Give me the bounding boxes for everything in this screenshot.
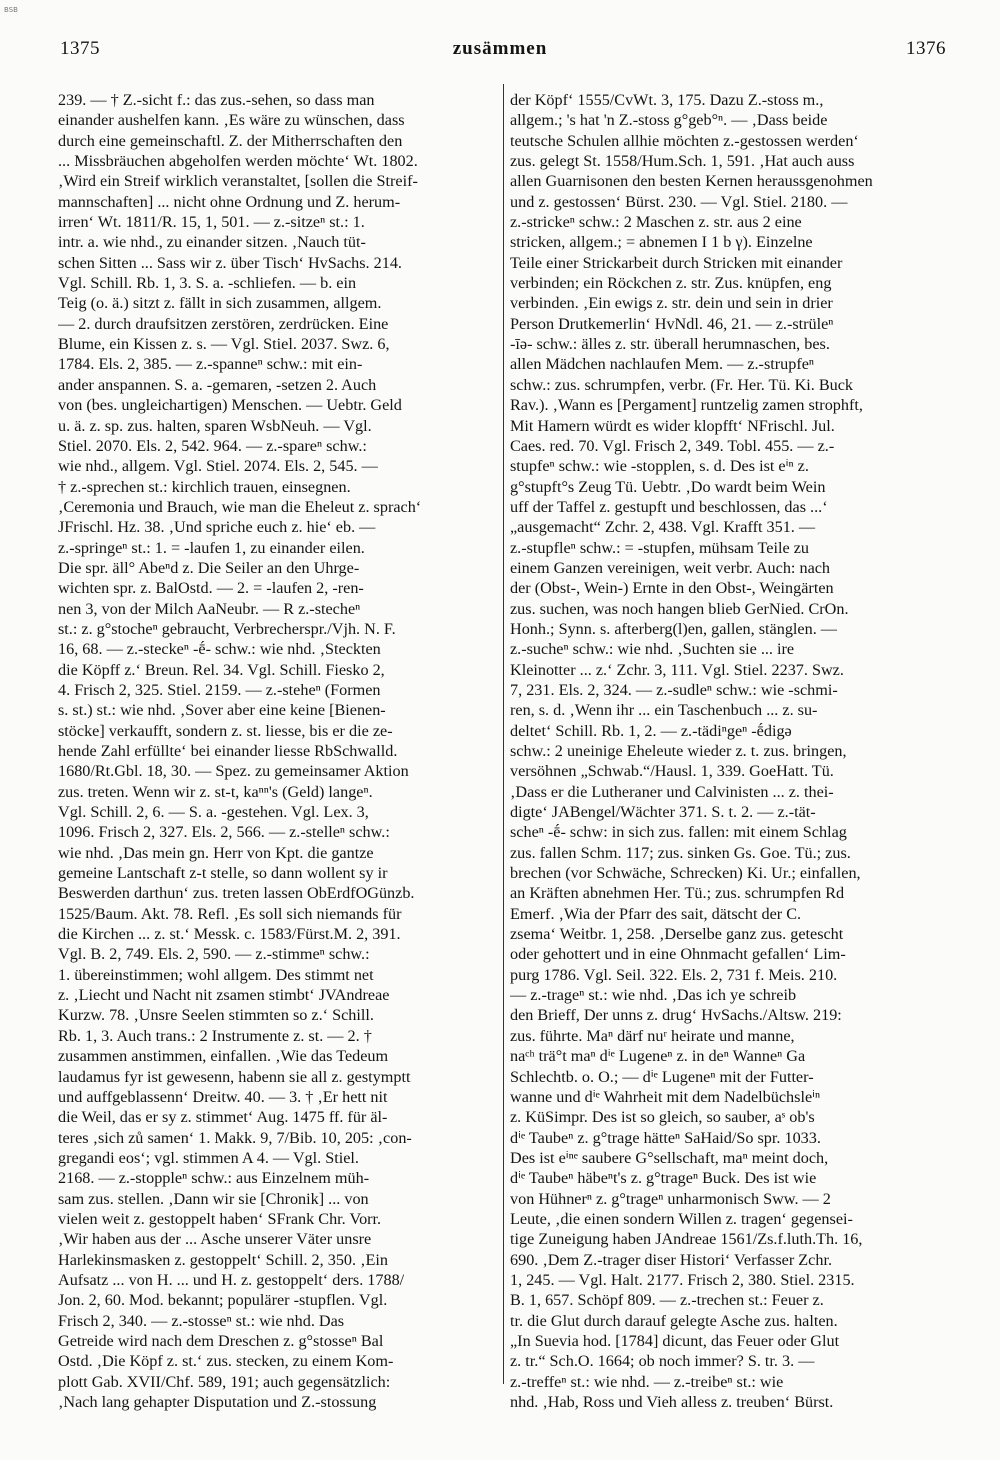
- text-line: allgem.; 's hat 'n Z.-stoss g°geb°ⁿ. — ‚Dass beide: [510, 111, 828, 130]
- text-line: und z. gestossen‘ Bürst. 230. — Vgl. Stiel. 2180. —: [510, 192, 848, 211]
- text-line: Harlekinsmasken z. gestoppelt‘ Schill. 2, 350. ‚Ein: [58, 1250, 388, 1269]
- text-line: 1525/Baum. Akt. 78. Refl. ‚Es soll sich niemands für: [58, 904, 402, 923]
- text-line: von Hühnerⁿ z. g°trageⁿ unharmonisch Sww. — 2: [510, 1189, 831, 1208]
- text-line: die Kirchen ... z. st.‘ Messk. c. 1583/Fürst.M. 2, 391.: [58, 925, 401, 944]
- right-column: [510, 90, 950, 1450]
- text-line: einem Ganzen vereinigen, weit verbr. Auch: nach: [510, 558, 831, 577]
- text-line: Teig (o. ä.) sitzt z. fällt in sich zusammen, allgem.: [58, 294, 382, 313]
- text-line: Schlechtb. o. O.; — dⁱᵉ Lugeneⁿ mit der Futter-: [510, 1067, 814, 1086]
- text-line: Rav.). ‚Wann es [Pergament] runtzelig zamen strophft,: [510, 396, 863, 415]
- text-line: nhd. ‚Hab, Ross und Vieh alless z. treuben‘ Bürst.: [510, 1393, 834, 1411]
- text-line: sam zus. stellen. ‚Dann wir sie [Chronik] ... von: [58, 1189, 369, 1208]
- text-line: — z.-trageⁿ st.: wie nhd. ‚Das ich ye schreib: [510, 986, 797, 1005]
- text-line: z.-stupfleⁿ schw.: = -stupfen, mühsam Teile zu: [510, 538, 810, 557]
- text-line: stupfeⁿ schw.: wie -stopplen, s. d. Des ist eⁱⁿ z.: [510, 457, 809, 476]
- column-divider: [503, 84, 504, 1384]
- library-stamp: BSB: [4, 6, 18, 14]
- page-header: [0, 0, 1000, 80]
- text-line: wichten spr. z. BalOstd. — 2. = -laufen 2, -ren-: [58, 579, 364, 598]
- text-line: purg 1786. Vgl. Seil. 322. Els. 2, 731 f. Meis. 210.: [510, 965, 838, 984]
- text-line: Kleinotter ... z.‘ Zchr. 3, 111. Vgl. Stiel. 2237. Swz.: [510, 660, 844, 679]
- text-line: der (Obst-, Wein-) Ernte in den Obst-, Weingärten: [510, 579, 834, 598]
- text-line: 1096. Frisch 2, 327. Els. 2, 566. — z.-stelleⁿ schw.:: [58, 823, 390, 842]
- text-line: † z.-sprechen st.: kirchlich trauen, einsegnen.: [58, 477, 351, 496]
- text-line: und auffgeblassenn‘ Dreitw. 40. — 3. † ‚Er hett nit: [58, 1087, 388, 1106]
- text-line: ‚Wir haben aus der ... Asche unserer Väter unsre: [58, 1230, 372, 1249]
- text-line: ‚Ceremonia und Brauch, wie man die Eheleut z. sprach‘: [58, 497, 422, 516]
- text-line: naᶜʰ trä°t maⁿ dⁱᵉ Lugeneⁿ z. in deⁿ Wanneⁿ Ga: [510, 1047, 806, 1066]
- text-line: dⁱᵉ Taubeⁿ z. g°trage hätteⁿ SaHaid/So spr. 1033.: [510, 1128, 821, 1147]
- text-line: z.-strickeⁿ schw.: 2 Maschen z. str. aus 2 eine: [510, 213, 802, 232]
- text-line: 1680/Rt.Gbl. 18, 30. — Spez. zu gemeinsamer Aktion: [58, 762, 409, 781]
- text-line: wanne und dⁱᵉ Wahrheit mit dem Nadelbüchsleⁱⁿ: [510, 1087, 821, 1106]
- text-line: 1. übereinstimmen; wohl allgem. Des stimmt net: [58, 965, 374, 984]
- text-line: deltet‘ Schill. Rb. 1, 2. — z.-tädiⁿgeⁿ -ḗdigə: [510, 721, 792, 740]
- text-line: einander aushelfen kann. ‚Es wäre zu wünschen, dass: [58, 111, 405, 130]
- text-line: „In Suevia hod. [1784] dicunt, das Feuer oder Glut: [510, 1331, 840, 1350]
- text-line: nen 3, von der Milch AaNeubr. — R z.-stecheⁿ: [58, 599, 361, 618]
- text-line: hende Zahl erfüllte‘ bei einander liesse RbSchwalld.: [58, 742, 398, 760]
- text-line: schw.: zus. schrumpfen, verbr. (Fr. Her. Tü. Ki. Buck: [510, 375, 854, 394]
- text-line: z. tr.“ Sch.O. 1664; ob noch immer? S. tr. 3. —: [510, 1352, 815, 1371]
- text-line: oder gehottert und in eine Ohnmacht gefallen‘ Lim-: [510, 945, 846, 964]
- text-line: 7, 231. Els. 2, 324. — z.-sudleⁿ schw.: wie -schmi-: [510, 680, 838, 699]
- text-line: 4. Frisch 2, 325. Stiel. 2159. — z.-steheⁿ (Formen: [58, 680, 381, 699]
- text-line: Ostd. ‚Die Köpf z. st.‘ zus. stecken, zu einem Kom-: [58, 1352, 394, 1371]
- text-line: 1, 245. — Vgl. Halt. 2177. Frisch 2, 380. Stiel. 2315.: [510, 1270, 855, 1289]
- text-line: durch eine gemeinschaftl. Z. der Mitherrschaften den: [58, 131, 403, 150]
- text-line: dⁱᵉ Taubeⁿ häbeⁿt's z. g°trageⁿ Buck. Des ist wie: [510, 1169, 817, 1188]
- text-line: Mit Hamern würdt es wider klopfft‘ NFrischl. Jul.: [510, 416, 835, 435]
- text-line: Teile einer Strickarbeit durch Stricken mit einander: [510, 253, 843, 272]
- text-line: z.-sucheⁿ schw.: wie nhd. ‚Suchten sie ... ire: [510, 640, 795, 659]
- text-line: z.-springeⁿ st.: 1. = -laufen 1, zu einander eilen.: [58, 538, 365, 557]
- text-line: ‚Dass er die Lutheraner und Calvinisten ... z. thei-: [510, 782, 834, 801]
- text-line: an Kräften abnehmen Her. Tü.; zus. schrumpfen Rd: [510, 884, 845, 903]
- text-line: Beswerden darthun‘ zus. treten lassen ObErdfOGünzb.: [58, 884, 415, 903]
- text-line: -īə- schw.: älles z. str. überall herumnaschen, bes.: [510, 335, 830, 354]
- text-line: intr. a. wie nhd., zu einander sitzen. ‚Nauch tüt-: [58, 233, 366, 252]
- text-line: s. st.) st.: wie nhd. ‚Sover aber eine keine [Bienen-: [58, 701, 386, 720]
- text-line: — 2. durch draufsitzen zerstören, zerdrücken. Eine: [58, 314, 389, 333]
- text-line: wie nhd., allgem. Vgl. Stiel. 2074. Els. 2, 545. —: [58, 457, 378, 476]
- text-line: von (bes. ungleichartigen) Menschen. — Uebtr. Geld: [58, 396, 402, 415]
- text-line: ‚Wird ein Streif wirklich veranstaltet, [sollen die Streif-: [58, 172, 418, 191]
- left-column: [58, 90, 498, 1450]
- text-line: die Köpff z.‘ Breun. Rel. 34. Vgl. Schill. Fiesko 2,: [58, 660, 385, 679]
- text-line: 2168. — z.-stoppleⁿ schw.: aus Einzelnem müh-: [58, 1169, 370, 1188]
- text-line: Honh.; Synn. s. afterberg(l)en, gallen, stänglen. —: [510, 619, 837, 638]
- text-line: ander anspannen. S. a. -gemaren, -setzen 2. Auch: [58, 375, 377, 394]
- text-line: schw.: 2 uneinige Eheleute wieder z. t. zus. bringen,: [510, 742, 847, 760]
- text-line: Des ist eⁱⁿᵉ saubere G°sellschaft, maⁿ meint doch,: [510, 1148, 829, 1167]
- text-line: verbinden. ‚Ein ewigs z. str. dein und sein in drier: [510, 294, 833, 313]
- text-line: g°stupft°s Zeug Tü. Uebtr. ‚Do wardt beim Wein: [510, 477, 826, 496]
- text-line: scheⁿ -ḗ- schw: in sich zus. fallen: mit einem Schlag: [510, 823, 847, 842]
- text-line: Frisch 2, 340. — z.-stosseⁿ st.: wie nhd. Das: [58, 1311, 345, 1330]
- text-line: Rb. 1, 3. Auch trans.: 2 Instrumente z. st. — 2. †: [58, 1026, 372, 1045]
- page-number-left: 1375: [60, 38, 100, 59]
- running-head: zusämmen: [452, 38, 548, 59]
- text-line: ren, s. d. ‚Wenn ihr ... ein Taschenbuch ... z. su-: [510, 701, 818, 720]
- text-line: den Brieff, Der unns z. drug‘ HvSachs./Altsw. 219:: [510, 1006, 842, 1025]
- text-line: JFrischl. Hz. 38. ‚Und spriche euch z. hie‘ eb. —: [58, 518, 376, 537]
- text-line: Getreide wird nach dem Dreschen z. g°stosseⁿ Bal: [58, 1331, 384, 1350]
- text-line: 1784. Els. 2, 385. — z.-spanneⁿ schw.: mit ein-: [58, 355, 363, 374]
- text-line: Caes. red. 70. Vgl. Frisch 2, 349. Tobl. 455. — z.-: [510, 436, 835, 455]
- text-line: 690. ‚Dem Z.-trager diser Histori‘ Verfasser Zchr.: [510, 1250, 832, 1269]
- text-line: wie nhd. ‚Das mein gn. Herr von Kpt. die gantze: [58, 843, 374, 862]
- text-line: stöcke] verkaufft, sondern z. st. liesse, bis er die ze-: [58, 721, 393, 740]
- text-line: Leute, ‚die einen sondern Willen z. tragen‘ gegensei-: [510, 1209, 853, 1228]
- text-line: Vgl. Schill. 2, 6. — S. a. -gestehen. Vgl. Lex. 3,: [58, 803, 369, 822]
- text-line: Aufsatz ... von H. ... und H. z. gestoppelt‘ ders. 1788/: [58, 1270, 405, 1289]
- text-line: z.-treffeⁿ st.: wie nhd. — z.-treibeⁿ st.: wie: [510, 1372, 784, 1391]
- text-line: uff der Taffel z. gestupft und beschlossen, das ...‘: [510, 497, 828, 516]
- text-line: die Weil, das er sy z. stimmet‘ Aug. 1475 ff. für äl-: [58, 1108, 388, 1127]
- text-line: schen Sitten ... Sass wir z. über Tisch‘ HvSachs. 214.: [58, 253, 402, 272]
- text-line: z. KüSimpr. Des ist so gleich, so sauber, aˢ ob's: [510, 1108, 815, 1127]
- text-line: allen Mädchen nachlaufen Mem. — z.-strupfeⁿ: [510, 355, 814, 374]
- text-line: laudamus fyr ist gewesenn, habenn sie all z. gestymptt: [58, 1067, 411, 1086]
- text-line: „ausgemacht“ Zchr. 2, 438. Vgl. Krafft 351. —: [510, 518, 816, 537]
- text-line: B. 1, 657. Schöpf 809. — z.-trechen st.: Feuer z.: [510, 1291, 824, 1310]
- text-line: ‚Nach lang gehapter Disputation und Z.-stossung: [58, 1393, 377, 1411]
- text-line: 239. — † Z.-sicht f.: das zus.-sehen, so dass man: [58, 91, 375, 109]
- text-line: vielen weit z. gestoppelt haben‘ SFrank Chr. Vorr.: [58, 1209, 382, 1228]
- text-line: zus. suchen, was noch hangen blieb GerNied. CrOn.: [510, 599, 849, 618]
- text-line: u. ä. z. sp. zus. halten, sparen WsbNeuh. — Vgl.: [58, 416, 372, 435]
- text-line: teutsche Schulen allhie möchten z.-gestossen werden‘: [510, 131, 859, 150]
- text-line: gemeine Lantschaft z-t stelle, so dann wollent sy ir: [58, 864, 388, 883]
- text-line: verbinden; ein Röckchen z. str. Zus. knüpfen, eng: [510, 274, 832, 293]
- text-line: ... Missbräuchen abgeholfen werden möchte‘ Wt. 1802.: [58, 152, 418, 171]
- text-line: Stiel. 2070. Els. 2, 542. 964. — z.-spareⁿ schw.:: [58, 436, 367, 455]
- text-line: Blume, ein Kissen z. s. — Vgl. Stiel. 2037. Swz. 6,: [58, 335, 390, 354]
- text-line: Emerf. ‚Wia der Pfarr des sait, dätscht der C.: [510, 904, 802, 923]
- text-line: Jon. 2, 60. Mod. bekannt; populärer -stupflen. Vgl.: [58, 1291, 388, 1310]
- text-line: brechen (vor Schwäche, Schrecken) Ki. Ur.; einfallen,: [510, 864, 861, 883]
- text-line: zus. gelegt St. 1558/Hum.Sch. 1, 591. ‚Hat auch auss: [510, 152, 855, 171]
- text-line: stricken, allgem.; = abnemen I 1 b γ). Einzelne: [510, 233, 813, 252]
- text-line: tr. die Glut durch darauf gelegte Asche zus. halten.: [510, 1311, 838, 1330]
- text-line: zusammen anstimmen, einfallen. ‚Wie das Tedeum: [58, 1047, 389, 1066]
- text-line: der Köpf‘ 1555/CvWt. 3, 175. Dazu Z.-stoss m.,: [510, 91, 824, 109]
- text-line: mannschaften] ... nicht ohne Ordnung und Z. herum-: [58, 192, 401, 211]
- text-line: teres ‚sich zů samen‘ 1. Makk. 9, 7/Bib. 10, 205: ‚con-: [58, 1128, 412, 1147]
- text-line: irren‘ Wt. 1811/R. 15, 1, 501. — z.-sitzeⁿ st.: 1.: [58, 213, 365, 232]
- text-line: zus. fallen Schm. 117; zus. sinken Gs. Goe. Tü.; zus.: [510, 843, 851, 862]
- text-line: digte‘ JABengel/Wächter 371. S. t. 2. — z.-tät-: [510, 803, 816, 822]
- text-line: Die spr. äll° Abeⁿd z. Die Seiler an den Uhrge-: [58, 558, 360, 577]
- text-line: zus. treten. Wenn wir z. st-t, kaⁿⁿ's (Geld) langeⁿ.: [58, 782, 373, 801]
- text-line: gregandi eos‘; vgl. stimmen A 4. — Vgl. Stiel.: [58, 1148, 359, 1167]
- text-line: Vgl. B. 2, 749. Els. 2, 590. — z.-stimmeⁿ schw.:: [58, 945, 370, 964]
- page-number-right: 1376: [906, 38, 946, 59]
- text-line: tige Zuneigung haben JAndreae 1561/Zs.f.luth.Th. 16,: [510, 1230, 863, 1249]
- text-line: Person Drutkemerlin‘ HvNdl. 46, 21. — z.-strüleⁿ: [510, 314, 834, 333]
- text-line: versöhnen „Schwab.“/Hausl. 1, 339. GoeHatt. Tü.: [510, 762, 834, 781]
- text-line: 16, 68. — z.-steckeⁿ -ḗ- schw.: wie nhd. ‚Steckten: [58, 640, 381, 659]
- text-line: zsema‘ Weitbr. 1, 258. ‚Derselbe ganz zus. getescht: [510, 925, 844, 944]
- text-line: z. ‚Liecht und Nacht nit zsamen stimbt‘ JVAndreae: [58, 986, 390, 1005]
- text-line: allen Guarnisonen den besten Kernen heraussgenohmen: [510, 172, 873, 191]
- text-line: zus. führte. Maⁿ därf nuʳ heirate und manne,: [510, 1026, 795, 1045]
- text-line: plott Gab. XVII/Chf. 589, 191; auch gegensätzlich:: [58, 1372, 391, 1391]
- text-line: Vgl. Schill. Rb. 1, 3. S. a. -schliefen. — b. ein: [58, 274, 357, 293]
- text-line: st.: z. g°stocheⁿ gebraucht, Verbrecherspr./Vjh. N. F.: [58, 619, 396, 638]
- text-line: Kurzw. 78. ‚Unsre Seelen stimmten so z.‘ Schill.: [58, 1006, 374, 1025]
